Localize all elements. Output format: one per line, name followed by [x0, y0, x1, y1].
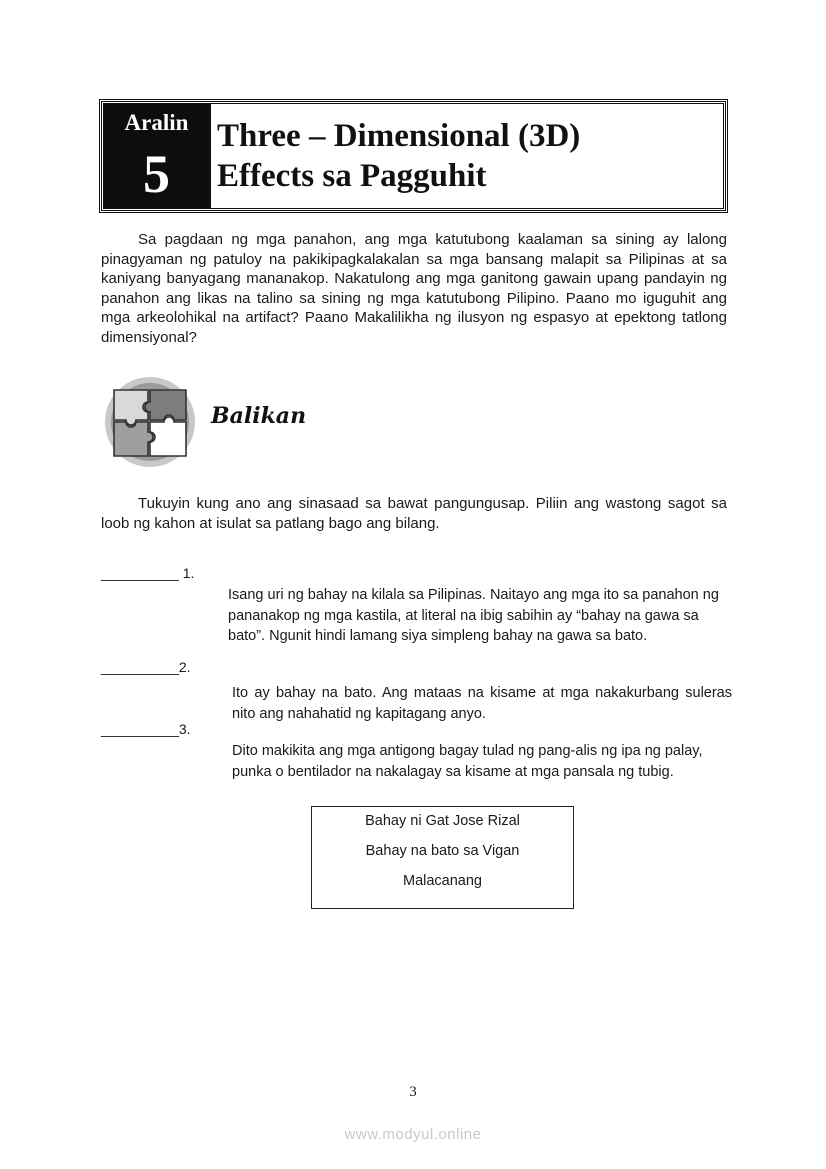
answer-blank-1: __________ 1.	[101, 565, 195, 581]
intro-paragraph	[101, 230, 727, 347]
choice-1: Bahay ni Gat Jose Rizal	[365, 813, 520, 829]
choice-2: Bahay na bato sa Vigan	[365, 843, 520, 859]
lesson-badge	[104, 104, 209, 208]
lesson-title-line-2: Effects sa Pagguhit	[217, 158, 487, 194]
section-title: Balikan	[211, 403, 307, 429]
item-2-text: Ito ay bahay na bato. Ang mataas na kisame at mga nakakurbang suleras nito ang nahahatid ng kapitagang anyo.	[232, 685, 732, 722]
answer-blank-3: __________3.	[101, 721, 191, 737]
lesson-word: Aralin	[124, 110, 189, 135]
answer-blank-2: __________2.	[101, 659, 191, 675]
lesson-number: 5	[143, 144, 170, 204]
header-divider	[209, 104, 211, 208]
item-3-text: Dito makikita ang mga antigong bagay tulad ng pang-alis ng ipa ng palay, punka o bentilador na nakalagay sa kisame at mga pansala ng tubig.	[232, 743, 703, 780]
instructions-text: Tukuyin kung ano ang sinasaad sa bawat pangungusap. Piliin ang wastong sagot sa loob ng kahon at isulat sa patlang bago ang bilang.	[101, 495, 727, 532]
item-1-text: Isang uri ng bahay na kilala sa Pilipinas. Naitayo ang mga ito sa panahon ng pananakop ng mga kastila, at literal na ibig sabihin ay “bahay na gawa sa bato”. Ngunit hindi lamang siya simpleng bahay na gawa sa bato.	[228, 587, 719, 644]
answer-choices-box	[311, 806, 574, 909]
instructions-paragraph	[101, 494, 727, 533]
page-number: 3	[409, 1084, 417, 1100]
watermark: www.modyul.online	[344, 1126, 482, 1143]
intro-text: Sa pagdaan ng mga panahon, ang mga katutubong kaalaman sa sining ay lalong pinagyaman ng patuloy na pakikipagkalakalan sa mga bansang malapit sa Pilipinas at sa kaniyang banyagang mananakop. Nakatulong ang mga ganitong gawain upang pandayin ng panahon ang likas na talino sa sining ng mga katutubong Pilipino. Paano mo iguguhit ang mga arkeolohikal na artifact? Paano Makalilikha ng ilusyon ng espasyo at epektong tatlong dimensiyonal?	[101, 231, 727, 346]
puzzle-icon	[104, 376, 196, 468]
lesson-title-line-1: Three – Dimensional (3D)	[217, 118, 581, 154]
choice-3: Malacanang	[403, 873, 482, 889]
